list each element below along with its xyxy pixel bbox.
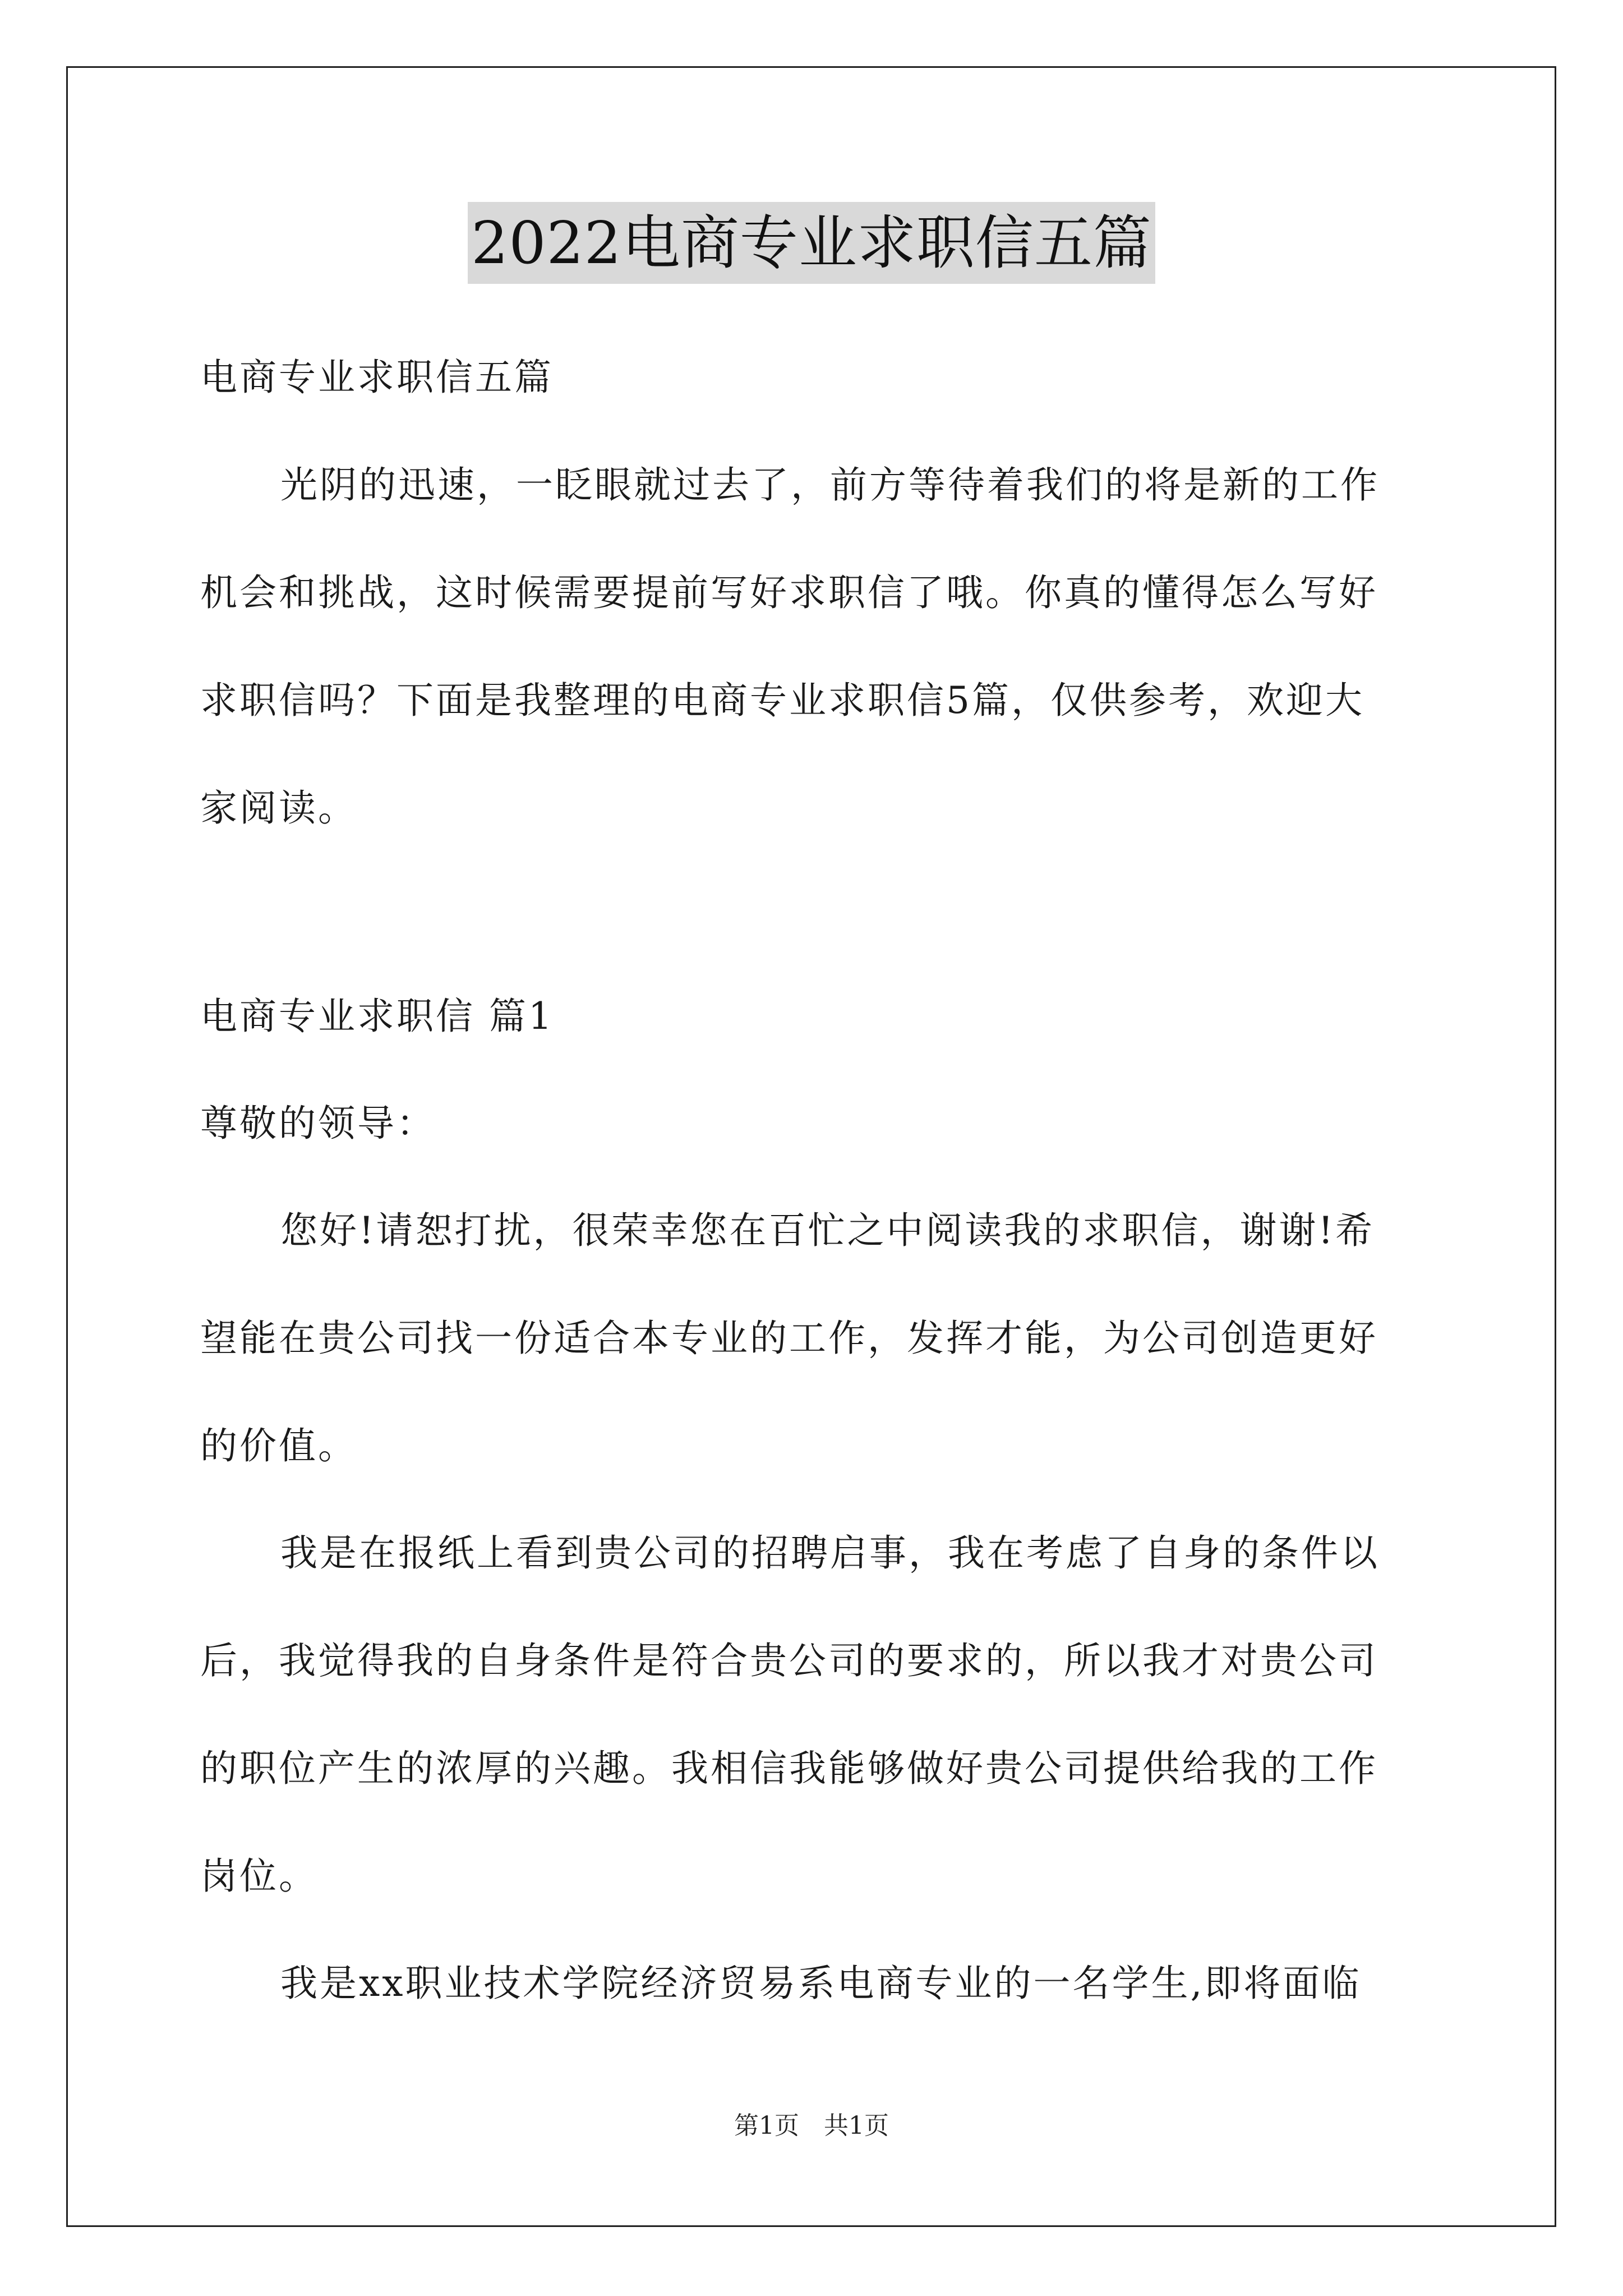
title-container [0, 202, 1623, 284]
salutation: 尊敬的领导： [200, 1102, 436, 1145]
page-footer [0, 2109, 1623, 2143]
paragraph-line: 后，我觉得我的自身条件是符合贵公司的要求的，所以我才对贵公司 [200, 1639, 1378, 1682]
paragraph-line: 您好!请恕打扰，很荣幸您在百忙之中阅读我的求职信，谢谢!希 [280, 1209, 1375, 1252]
subtitle-line: 电商专业求职信五篇 [200, 356, 554, 399]
paragraph-line: 我是xx职业技术学院经济贸易系电商专业的一名学生,即将面临 [280, 1962, 1362, 2005]
page-number: 第1页 [734, 2111, 799, 2140]
paragraph-line: 求职信吗？下面是我整理的电商专业求职信5篇，仅供参考，欢迎大 [200, 679, 1364, 722]
paragraph-line: 家阅读。 [200, 786, 357, 830]
paragraph-line: 光阴的迅速，一眨眼就过去了，前方等待着我们的将是新的工作 [280, 463, 1380, 507]
paragraph-line: 望能在贵公司找一份适合本专业的工作，发挥才能，为公司创造更好 [200, 1317, 1378, 1360]
paragraph-line: 机会和挑战，这时候需要提前写好求职信了哦。你真的懂得怎么写好 [200, 571, 1378, 614]
paragraph-line: 的职位产生的浓厚的兴趣。我相信我能够做好贵公司提供给我的工作 [200, 1747, 1378, 1790]
page-total: 共1页 [824, 2111, 889, 2140]
paragraph-line: 我是在报纸上看到贵公司的招聘启事，我在考虑了自身的条件以 [280, 1531, 1380, 1575]
paragraph-line: 岗位。 [200, 1855, 318, 1898]
paragraph-line: 的价值。 [200, 1424, 357, 1467]
section-heading: 电商专业求职信 篇1 [200, 995, 554, 1038]
document-title: 2022电商专业求职信五篇 [468, 202, 1155, 284]
